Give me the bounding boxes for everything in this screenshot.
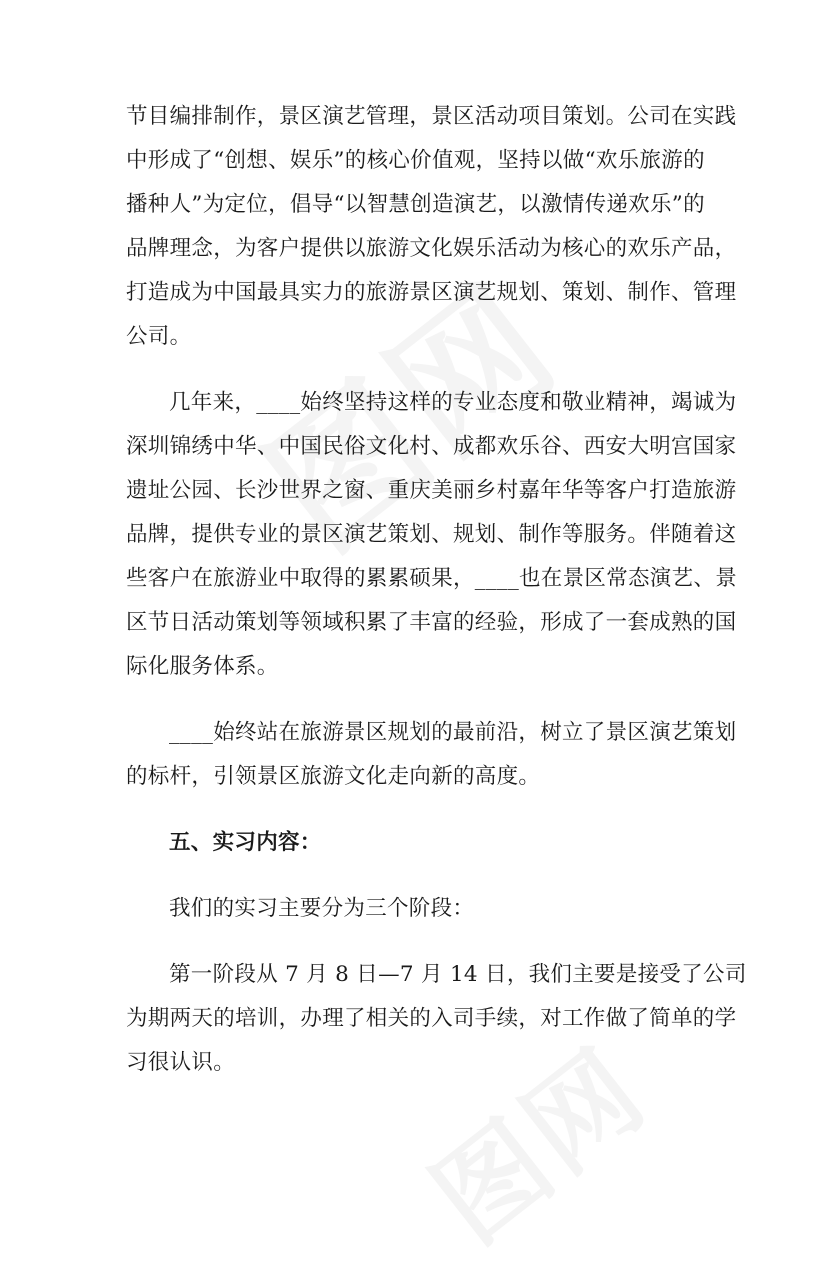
- text-line: 品牌，提供专业的景区演艺策划、规划、制作等服务。伴随着这: [126, 522, 737, 547]
- section-heading: 五、实习内容：: [169, 830, 322, 855]
- text-line: ____始终站在旅游景区规划的最前沿，树立了景区演艺策划: [169, 720, 737, 745]
- text-line: 打造成为中国最具实力的旅游景区演艺规划、策划、制作、管理: [126, 280, 737, 305]
- text-line: 深圳锦绣中华、中国民俗文化村、成都欢乐谷、西安大明宫国家: [126, 434, 737, 459]
- text-line: 的标杆，引领景区旅游文化走向新的高度。: [126, 764, 541, 789]
- text-line: 些客户在旅游业中取得的累累硕果，____也在景区常态演艺、景: [126, 566, 738, 591]
- text-line: 品牌理念，为客户提供以旅游文化娱乐活动为核心的欢乐产品，: [126, 236, 737, 261]
- paragraph-recent-years: [126, 381, 738, 689]
- paragraph-stage-one: [126, 953, 747, 1085]
- text-line: 习很认识。: [126, 1050, 236, 1075]
- text-line: 我们的实习主要分为三个阶段：: [169, 896, 475, 921]
- text-line: 中形成了“创想、娱乐”的核心价值观，坚持以做“欢乐旅游的: [126, 148, 705, 173]
- text-line: 区节日活动策划等领域积累了丰富的经验，形成了一套成熟的国: [126, 610, 737, 635]
- paragraph-frontline: [126, 711, 737, 799]
- text-line: 几年来，____始终坚持这样的专业态度和敬业精神，竭诚为: [169, 390, 737, 415]
- text-line: 节目编排制作，景区演艺管理，景区活动项目策划。公司在实践: [126, 104, 737, 129]
- paragraph-company-intro: [126, 95, 737, 359]
- text-line: 第一阶段从 7 月 8 日—7 月 14 日，我们主要是接受了公司: [169, 962, 747, 987]
- section-heading-block: [126, 821, 706, 865]
- text-line: 遗址公园、长沙世界之窗、重庆美丽乡村嘉年华等客户打造旅游: [126, 478, 737, 503]
- text-line: 公司。: [126, 324, 192, 349]
- text-line: 播种人”为定位，倡导“以智慧创造演艺，以激情传递欢乐”的: [126, 192, 705, 217]
- document-body: [126, 95, 747, 1107]
- paragraph-intern-intro: [126, 887, 706, 931]
- text-line: 为期两天的培训，办理了相关的入司手续，对工作做了简单的学: [126, 1006, 737, 1031]
- text-line: 际化服务体系。: [126, 654, 279, 679]
